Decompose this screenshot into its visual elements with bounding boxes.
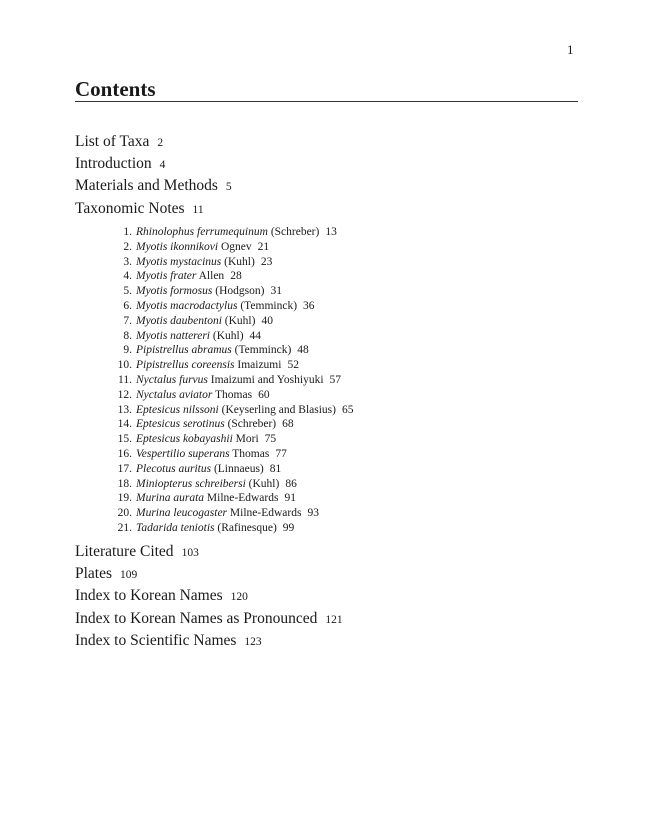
taxon-number: 16. <box>117 447 132 460</box>
toc-entry-title: Index to Korean Names as Pronounced <box>75 609 318 627</box>
taxon-number: 3. <box>123 255 132 268</box>
taxon-author: (Rafinesque) <box>217 521 277 534</box>
toc-entry-page: 121 <box>325 613 343 626</box>
toc-entry-page: 11 <box>192 203 204 216</box>
toc-entry-page: 4 <box>159 159 166 172</box>
taxon-entry[interactable] <box>110 447 353 462</box>
taxon-scientific-name: Myotis macrodactylus <box>136 299 238 312</box>
title-rule <box>75 101 578 102</box>
taxon-author: Mori <box>235 433 259 446</box>
toc-entry-title: Plates <box>75 565 113 583</box>
taxon-number: 21. <box>117 521 132 534</box>
taxon-scientific-name: Eptesicus nilssoni <box>136 403 219 416</box>
taxon-page: 57 <box>329 373 342 386</box>
taxon-author: (Schreber) <box>270 226 320 238</box>
taxon-scientific-name: Myotis frater <box>136 270 197 283</box>
toc-entry-page: 120 <box>230 591 248 604</box>
taxon-number: 2. <box>123 240 132 253</box>
toc-entry-title: Index to Korean Names <box>75 587 223 605</box>
taxon-number: 18. <box>117 477 132 490</box>
taxon-number: 8. <box>123 329 132 342</box>
taxon-author: (Keyserling and Blasius) <box>221 403 336 416</box>
taxon-page: 40 <box>261 314 273 327</box>
taxon-number: 1. <box>123 226 132 238</box>
taxon-page: 60 <box>258 388 270 401</box>
taxon-page: 52 <box>287 359 299 372</box>
taxon-scientific-name: Myotis ikonnikovi <box>136 240 219 253</box>
toc-entry-page: 2 <box>157 137 164 149</box>
taxon-entry[interactable] <box>110 373 353 388</box>
taxon-page: 48 <box>297 344 309 357</box>
taxon-page: 68 <box>282 418 294 431</box>
taxon-author: Thomas <box>215 388 253 401</box>
taxon-scientific-name: Murina aurata <box>136 492 205 505</box>
taxon-number: 17. <box>117 462 132 475</box>
taxon-author: (Hodgson) <box>215 285 265 298</box>
taxon-number: 11. <box>118 373 132 386</box>
taxon-author: (Linnaeus) <box>213 462 264 475</box>
toc-entry[interactable] <box>75 175 232 197</box>
taxon-entry[interactable] <box>110 299 353 314</box>
page-title: Contents <box>75 77 156 101</box>
toc-entry-page: 103 <box>181 547 199 559</box>
taxon-entry[interactable] <box>110 388 353 403</box>
taxon-entry[interactable] <box>110 403 353 418</box>
taxon-scientific-name: Pipistrellus abramus <box>136 344 232 357</box>
toc-entry[interactable] <box>75 131 232 153</box>
taxon-entry[interactable] <box>110 521 353 536</box>
taxon-scientific-name: Nyctalus furvus <box>136 373 208 386</box>
taxon-page: 36 <box>303 299 315 312</box>
taxon-page: 93 <box>307 507 319 520</box>
taxon-page: 81 <box>269 462 282 475</box>
toc-entry-title: Introduction <box>75 155 152 173</box>
taxon-author: Thomas <box>232 447 270 460</box>
taxon-scientific-name: Myotis daubentoni <box>136 314 222 327</box>
toc-entry-page: 109 <box>120 569 138 582</box>
taxon-scientific-name: Pipistrellus coreensis <box>136 359 235 372</box>
taxon-number: 7. <box>123 314 132 327</box>
toc-entry[interactable] <box>75 541 343 563</box>
taxon-number: 19. <box>117 492 132 505</box>
toc-entry[interactable] <box>75 608 343 630</box>
taxon-scientific-name: Myotis mystacinus <box>136 255 222 268</box>
taxon-author: (Kuhl) <box>212 329 244 342</box>
taxon-number: 14. <box>117 418 132 431</box>
toc-entry-title: List of Taxa <box>75 133 150 150</box>
taxon-author: Ognev <box>220 240 252 253</box>
taxon-scientific-name: Murina leucogaster <box>136 507 228 520</box>
taxon-page: 23 <box>260 255 273 268</box>
taxon-author: (Schreber) <box>227 418 277 431</box>
taxon-entry[interactable] <box>110 314 353 329</box>
taxon-page: 99 <box>282 521 295 534</box>
taxon-author: Allen <box>198 270 225 283</box>
taxon-page: 31 <box>270 285 282 298</box>
taxon-entry[interactable] <box>110 432 353 447</box>
taxon-number: 12. <box>117 388 132 401</box>
page-number: 1 <box>567 42 574 57</box>
taxon-entry[interactable] <box>110 491 353 506</box>
taxon-author: Milne-Edwards <box>229 507 302 520</box>
taxon-entry[interactable] <box>110 255 353 270</box>
taxon-author: (Kuhl) <box>248 477 280 490</box>
toc-entry[interactable] <box>75 198 232 220</box>
taxa-list <box>110 225 353 536</box>
taxon-number: 10. <box>117 359 132 372</box>
taxon-scientific-name: Miniopterus schreibersi <box>136 477 246 490</box>
toc-entry-title: Index to Scientific Names <box>75 631 237 649</box>
taxon-entry[interactable] <box>110 462 353 477</box>
taxon-entry[interactable] <box>110 506 353 521</box>
taxon-entry[interactable] <box>110 358 353 373</box>
toc-entry[interactable] <box>75 563 343 585</box>
taxon-author: (Temminck) <box>240 299 298 312</box>
toc-entry[interactable] <box>75 630 343 652</box>
taxon-author: Imaizumi and Yoshiyuki <box>210 373 324 386</box>
taxon-page: 13 <box>325 226 337 238</box>
taxon-author: Imaizumi <box>237 359 282 372</box>
taxon-page: 91 <box>284 492 296 505</box>
taxon-number: 6. <box>123 299 132 312</box>
taxon-scientific-name: Tadarida teniotis <box>136 521 215 534</box>
taxon-scientific-name: Vespertilio superans <box>136 447 230 460</box>
taxon-scientific-name: Eptesicus kobayashii <box>136 433 233 446</box>
toc-entry-title: Taxonomic Notes <box>75 199 185 217</box>
taxon-author: (Kuhl) <box>224 255 255 268</box>
taxon-entry[interactable] <box>110 269 353 284</box>
taxon-number: 4. <box>123 270 132 283</box>
toc-entry-title: Materials and Methods <box>75 177 218 195</box>
taxon-number: 13. <box>117 403 132 416</box>
taxon-entry[interactable] <box>110 225 353 240</box>
taxon-number: 5. <box>123 285 132 298</box>
toc-entry-title: Literature Cited <box>75 543 174 560</box>
taxon-entry[interactable] <box>110 240 353 255</box>
toc-entry-page: 5 <box>225 181 232 194</box>
taxon-author: Milne-Edwards <box>206 492 279 505</box>
taxon-author: (Kuhl) <box>224 314 256 327</box>
taxon-number: 20. <box>117 507 132 520</box>
taxon-scientific-name: Myotis formosus <box>136 285 213 298</box>
taxon-scientific-name: Eptesicus serotinus <box>136 418 225 431</box>
taxon-entry[interactable] <box>110 477 353 492</box>
taxon-author: (Temminck) <box>234 344 292 357</box>
taxon-page: 86 <box>285 477 297 490</box>
taxon-scientific-name: Nyctalus aviator <box>136 388 213 401</box>
taxon-scientific-name: Rhinolophus ferrumequinum <box>136 226 268 238</box>
taxon-number: 15. <box>117 433 132 446</box>
taxon-page: 28 <box>230 270 242 283</box>
taxon-entry[interactable] <box>110 417 353 432</box>
taxon-scientific-name: Myotis nattereri <box>136 329 210 342</box>
toc-entry[interactable] <box>75 153 232 175</box>
toc-bottom-list <box>75 541 343 652</box>
taxon-page: 77 <box>275 447 287 460</box>
taxon-page: 75 <box>264 433 277 446</box>
taxon-page: 44 <box>249 329 262 342</box>
taxon-page: 65 <box>341 403 354 416</box>
taxon-entry[interactable] <box>110 329 353 344</box>
taxon-page: 21 <box>257 240 270 253</box>
toc-entry[interactable] <box>75 585 343 607</box>
taxon-scientific-name: Plecotus auritus <box>136 462 212 475</box>
toc-top-list <box>75 131 232 220</box>
taxon-number: 9. <box>123 344 132 357</box>
taxon-entry[interactable] <box>110 284 353 299</box>
taxon-entry[interactable] <box>110 343 353 358</box>
toc-entry-page: 123 <box>244 635 262 648</box>
